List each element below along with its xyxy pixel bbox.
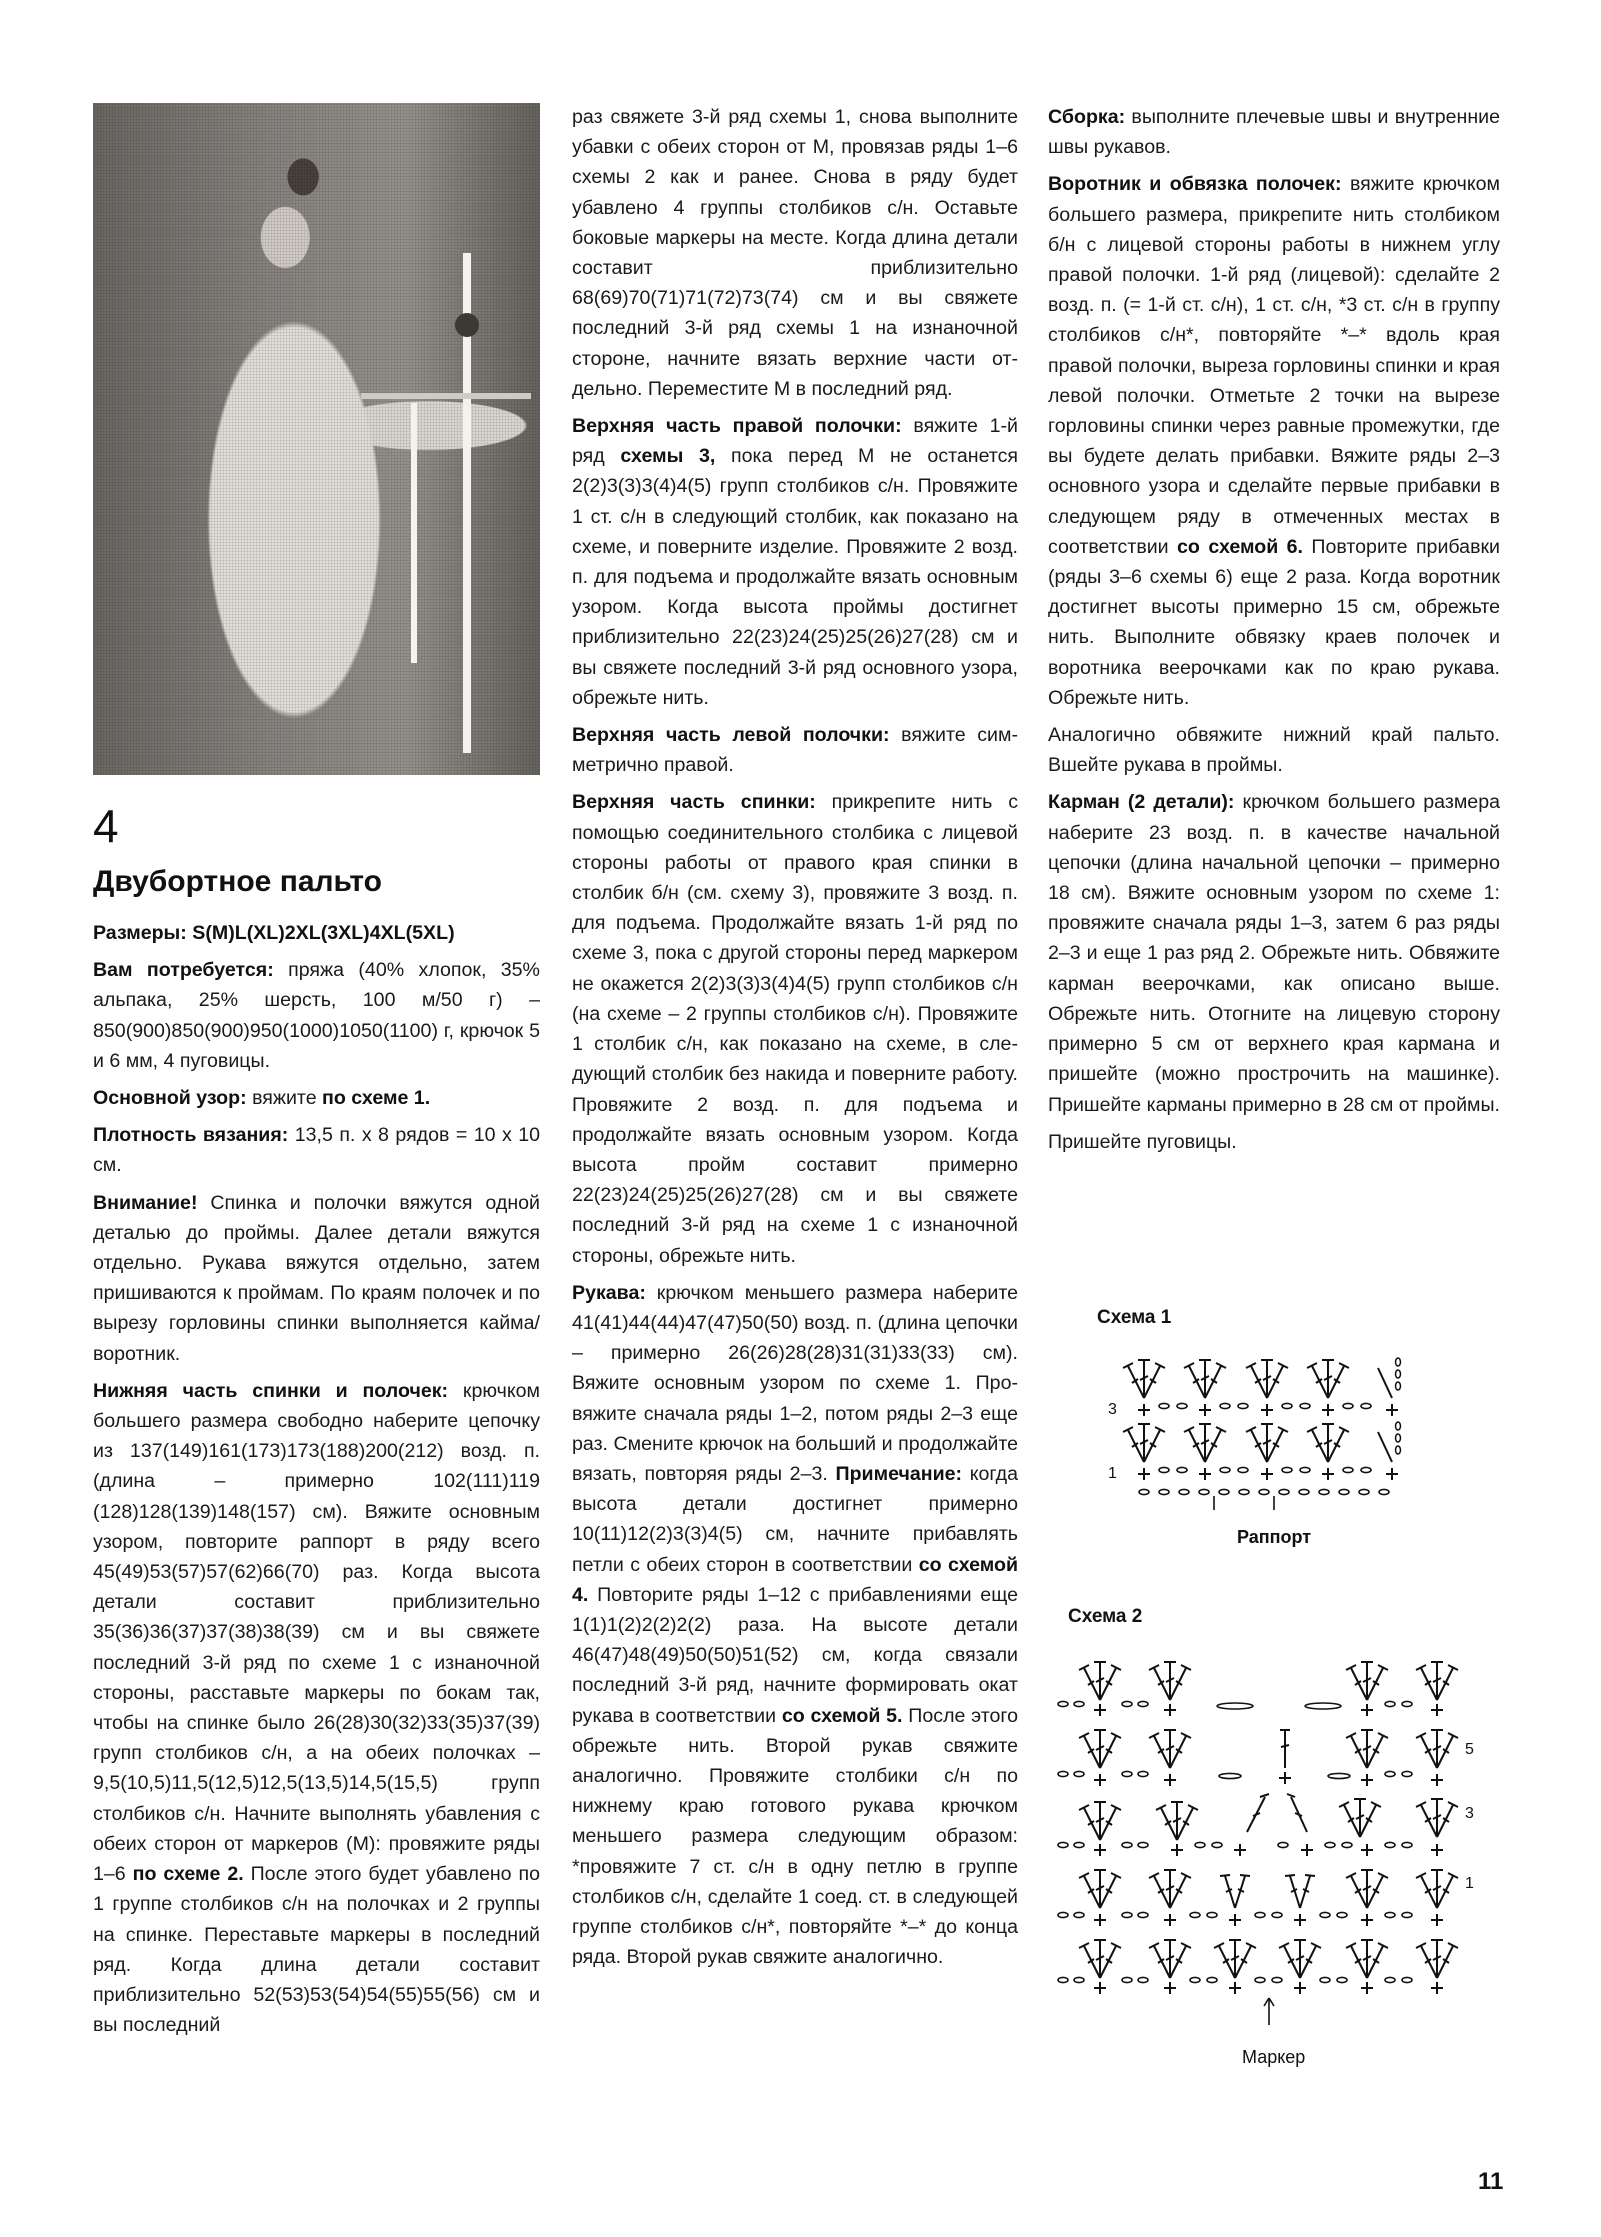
bed-knob (455, 313, 479, 337)
bed-bar (411, 403, 417, 663)
pattern-photo (93, 103, 540, 775)
scheme2-row-label-1: 1 (1465, 1875, 1474, 1892)
marker-arrow-icon (1264, 1998, 1274, 2025)
pattern-number: 4 (93, 800, 119, 852)
attention-label: Внимание! (93, 1191, 198, 1214)
left-column (93, 918, 540, 2047)
scheme2-diagram (1055, 1650, 1475, 2040)
buttons-paragraph: Пришейте пуговицы. (1048, 1130, 1237, 1153)
upper-back-paragraph: Верхняя часть спинки: прикрепите нить с помощью соединительного столбика с лицевой стороны работы от правого края спинки в столбик б/н (см. схему 3), провяжите 3 возд. п. для подъема. Продолжайте вязать 1-й ряд по схеме 3, пока с другой стороны перед маркером не окажется 2(2)3(3)3(4)4(5) групп столбиков с/н (на схеме – 2 группы столбиков с/н). Провяжите 1 столбик с/н, как показано на схеме, в следующий столбик без накида и поверните работу. Провяжите 2 возд. п. для подъема и продолжайте вязать основным узором. Когда высота пройм составит примерно 22(23)24(25)25(26)27(28) см и вы свяжете последний 3-й ряд на схеме 1 с изнаночной стороны, обрежьте нить. (572, 791, 1018, 1267)
bed-rail (361, 393, 531, 399)
scheme2-row-label-5: 5 (1465, 1741, 1474, 1758)
pocket-label: Карман (2 детали): (1048, 791, 1235, 814)
assembly-paragraph: Сборка: выполните плечевые швы и внутренние швы рукавов. (1048, 106, 1500, 159)
main-pattern-paragraph: Основной узор: вяжите по схеме 1. (93, 1087, 431, 1110)
scheme1-title: Схема 1 (1097, 1307, 1172, 1328)
scheme1-row-label-1: 1 (1108, 1465, 1117, 1482)
main-pattern-label: Основной узор: (93, 1087, 247, 1110)
sizes-label: Размеры: (93, 922, 187, 944)
assembly-label: Сборка: (1048, 106, 1126, 128)
page-number: 11 (1478, 2168, 1504, 2195)
sizes-value: S(M)L(XL)2XL(3XL)4XL(5XL) (192, 922, 455, 944)
middle-column (572, 102, 1018, 1979)
gauge-paragraph: Плотность вязания: 13,5 п. х 8 рядов = 10 х 10 см. (93, 1124, 541, 1177)
materials-paragraph: Вам потребуется: пряжа (40% хлопок, 35% альпака, 25% шерсть, 100 м/50 г) – 850(900)850(900)950(1000)1050(1100) г, крючок 5 и 6 мм, 4 пуговицы. (93, 959, 540, 1072)
scheme2-title: Схема 2 (1068, 1606, 1143, 1627)
scheme1-diagram (1108, 1340, 1440, 1510)
sleeves-paragraph: Рукава: крючком меньшего размера наберите 41(41)44(44)47(47)50(50) возд. п. (длина цепочки – примерно 26(26)28(28)31(31)33(33) см). Вяжите основным узором по схеме 1. Провяжите сначала ряды 1–2, потом ряды 2–3 еще раз. Смените крючок на больший и продолжайте вязать, повторяя ряды 2–3. Примечание: когда высота детали достигнет примерно 10(11)12(2)3(3)4(5) см, начните прибавлять петли с обеих сторон в соответствии со схемой 4. Повторите ряды 1–12 с прибавлениями еще 1(1)1(2)2(2)2(2) раза. На высоте детали 46(47)48(49)50(50)51(52) см, когда связали последний 3-й ряд, начните формировать окат рукава в соответствии со схемой 5. После этого обрежьте нить. Второй рукав свяжите аналогично. Провяжите столбики с/н по нижнему краю готового рукава крючком меньшего размера следующим образом: *провяжите 7 ст. с/н в одну петлю в группе столбиков с/н, сделайте 1 соед. ст. в следующей группе столбиков с/н*, повторяйте *–* до конца ряда. Второй рукав свяжите аналогично. (572, 1281, 1019, 1969)
lower-body-label: Нижняя часть спинки и полочек: (93, 1379, 449, 1402)
upper-back-label: Верхняя часть спинки: (572, 791, 816, 814)
lower-body-continued: раз свяжете 3-й ряд схемы 1, снова выполните убавки с обеих сторон от М, провязав ряды 1–6 схемы 2 как и ранее. Снова в ряду будет убавлено 4 группы столбиков с/н. Оставьте боковые маркеры на месте. Когда длина детали составит приблизительно 68(69)70(71)71(72)73(74) см и вы свяжете последний 3-й ряд схемы 1 на изнаночной стороне, начните вязать верхние части отдельно. Переместите М в последний ряд. (572, 106, 1018, 400)
scheme1-row-label-3: 3 (1108, 1401, 1117, 1418)
scheme2-marker-caption: Маркер (1242, 2047, 1306, 2067)
upper-left-front-label: Верхняя часть левой полочки: (572, 724, 890, 747)
pattern-title: Двубортное пальто (93, 865, 382, 898)
lower-body-paragraph: Нижняя часть спинки и полочек: крючком большего размера свободно наберите цепочку из 137(149)161(173)173(188)200(212) возд. п. (длина – примерно 102(111)119 (128)128(139)148(157) см). Вяжите основным узором, повторите раппорт в ряду всего 45(49)53(57)57(62)66(70) раз. Когда высота детали составит приблизительно 35(36)36(37)37(38)38(39) см и вы свяжете последний 3-й ряд по схеме 1 с изнаночной стороны, расставьте маркеры по бокам так, чтобы на спинке было 26(28)30(32)33(35)37(39) групп столбиков с/н, а на обеих полочках – 9,5(10,5)11,5(12,5)12,5(13,5)14,5(15,5) групп столбиков с/н. Начните выполнять убавления с обеих сторон от маркеров (М): провяжите ряды 1–6 по схеме 2. После этого будет убавлено по 1 группе столбиков с/н на полочках и 2 группы на спинке. Переставьте маркеры в последний ряд. Когда длина детали составит приблизительно 52(53)53(54)54(55)55(56) см и вы последний (93, 1379, 540, 2037)
bottom-edge-paragraph: Аналогично обвяжите нижний край пальто. Вшейте рукава в проймы. (1048, 724, 1500, 777)
gauge-label: Плотность вязания: (93, 1124, 289, 1147)
upper-right-front-paragraph: Верхняя часть правой полочки: вяжите 1-й ряд схемы 3, пока перед М не останется 2(2)3(3)3(4)4(5) групп столбиков с/н. Провяжите 1 ст. с/н в следующий столбик, как показано на схеме, и поверните изделие. Провяжите 2 возд. п. для подъема и продолжайте вязать основным узором. Когда высота проймы достигнет приблизительно 22(23)24(25)25(26)27(28) см и вы свяжете последний 3-й ряд основного узора, обрежьте нить. (572, 415, 1018, 709)
sleeves-label: Рукава: (572, 1281, 646, 1304)
scheme1-rapport-caption: Раппорт (1237, 1527, 1312, 1547)
scheme2-row-label-3: 3 (1465, 1805, 1474, 1822)
collar-paragraph: Воротник и обвязка полочек: вяжите крючком большего размера, прикрепите нить столбиком б/н с лицевой стороны работы в нижнем углу правой полочки. 1-й ряд (лицевой): сделайте 2 возд. п. (= 1-й ст. с/н), 1 ст. с/н, *3 ст. с/н в группу столбиков с/н*, повторяйте *–* вдоль края правой полочки, выреза горловины спинки и края левой полочки. Отметьте 2 точки на вырезе горловины спинки через равные промежутки, где вы будете делать прибавки. Вяжите ряды 2–3 основного узора и сделайте первые прибавки в следующем ряду в отмеченных местах в соответствии со схемой 6. Повторите прибавки (ряды 3–6 схемы 6) еще 2 раза. Когда воротник достигнет высоты примерно 15 см, обрежьте нить. Выполните обвязку краев полочек и воротника веерочками как по краю рукава. Обрежьте нить. (1048, 173, 1500, 709)
sizes-paragraph (93, 918, 540, 948)
materials-label: Вам потребуется: (93, 959, 274, 982)
right-column (1048, 102, 1500, 1164)
halftone-texture (93, 103, 540, 775)
attention-paragraph: Внимание! Спинка и полочки вяжутся одной деталью до проймы. Далее детали вяжутся отдельно. Рукава вяжутся отдельно, затем пришиваются к проймам. По краям полочек и по вырезу горловины спинки выполняется кайма/воротник. (93, 1191, 540, 1365)
collar-label: Воротник и обвязка полочек: (1048, 173, 1342, 196)
pocket-paragraph: Карман (2 детали): крючком большего размера наберите 23 возд. п. в качестве начальной цепочки (длина начальной цепочки – примерно 18 см). Вяжите основным узором по схеме 1: провяжите сначала ряды 1–3, затем 6 раз ряды 2–3 и еще 1 раз ряд 2. Обрежьте нить. Обвяжите карман веерочками, как описано выше. Обрежьте нить. Отогните на лицевую сторону примерно 5 см от верхнего края кармана и пришейте (можно прострочить на машинке). Пришейте карманы примерно в 28 см от проймы. (1048, 791, 1501, 1116)
upper-left-front-paragraph: Верхняя часть левой полочки: вяжите симметрично правой. (572, 724, 1018, 777)
upper-right-front-label: Верхняя часть правой полочки: (572, 415, 902, 438)
